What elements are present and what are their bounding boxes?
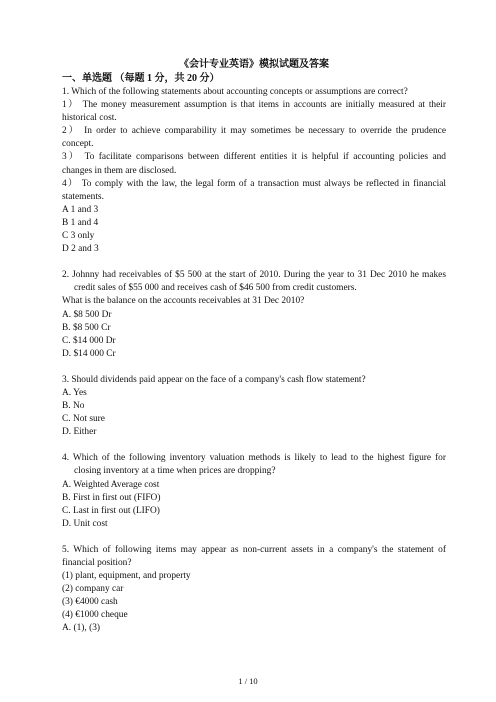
question-5-item-2: (2) company car: [62, 584, 124, 595]
spacer: [62, 531, 446, 544]
question-2-prompt: What is the balance on the accounts receivables at 31 Dec 2010?: [62, 296, 305, 307]
question-3-option-c: C. Not sure: [62, 414, 105, 425]
question-4-option-b: B. First in first out (FIFO): [62, 492, 161, 503]
question-5-item-1: (1) plant, equipment, and property: [62, 571, 191, 582]
question-1-statement-3: 3） To facilitate comparisons between different entities it is helpful if accounting policies and changes in them are disclosed.: [62, 152, 446, 176]
question-5-item-3: (3) €4000 cash: [62, 597, 118, 608]
section-heading: 一、单选题 （每题 1 分，共 20 分）: [62, 73, 220, 84]
question-1-option-a: A 1 and 3: [62, 204, 99, 215]
question-1-statement-1: 1） The money measurement assumption is that items in accounts are initially measured at their historical cost.: [62, 100, 446, 124]
question-4-option-a: A. Weighted Average cost: [62, 479, 160, 490]
question-1-statement-2: 2） In order to achieve comparability it may sometimes be necessary to override the prudence concept.: [62, 126, 446, 150]
question-2-option-d: D. $14 000 Cr: [62, 348, 116, 359]
question-1-option-b: B 1 and 4: [62, 217, 99, 228]
question-1-option-d: D 2 and 3: [62, 244, 99, 255]
question-2-option-c: C. $14 000 Dr: [62, 335, 116, 346]
spacer: [62, 361, 446, 374]
question-2-stem: 2. Johnny had receivables of $5 500 at the start of 2010. During the year to 31 Dec 2010 he makes credit sales of $55 000 and receives cash of $46 500 from credit customers.: [62, 270, 446, 294]
question-2-option-b: B. $8 500 Cr: [62, 322, 111, 333]
spacer: [62, 256, 446, 269]
question-1-option-c: C 3 only: [62, 231, 95, 242]
question-1-statement-4: 4） To comply with the law, the legal form of a transaction must always be reflected in financial statements.: [62, 178, 446, 202]
question-4-option-d: D. Unit cost: [62, 518, 108, 529]
page-content: [62, 58, 446, 636]
question-3-option-b: B. No: [62, 401, 85, 412]
spacer: [62, 439, 446, 452]
question-4-option-c: C. Last in first out (LIFO): [62, 505, 160, 516]
question-3-option-d: D. Either: [62, 427, 97, 438]
question-4-stem: 4. Which of the following inventory valuation methods is likely to lead to the highest figure for closing inventory at a time when prices are dropping?: [62, 453, 446, 477]
question-5-option-a: A. (1), (3): [62, 623, 101, 634]
question-1-stem: 1. Which of the following statements about accounting concepts or assumptions are correct?: [62, 87, 408, 97]
question-2-option-a: A. $8 500 Dr: [62, 309, 112, 320]
question-3-option-a: A. Yes: [62, 387, 87, 398]
page-number: 1 / 10: [238, 676, 258, 686]
question-5-item-4: (4) €1000 cheque: [62, 610, 128, 621]
question-3-stem: 3. Should dividends paid appear on the face of a company's cash flow statement?: [62, 374, 366, 385]
question-5-stem: 5. Which of following items may appear as non-current assets in a company's the statement of financial position?: [62, 544, 446, 568]
document-title: 《会计专业英语》模拟试题及答案: [179, 59, 329, 70]
